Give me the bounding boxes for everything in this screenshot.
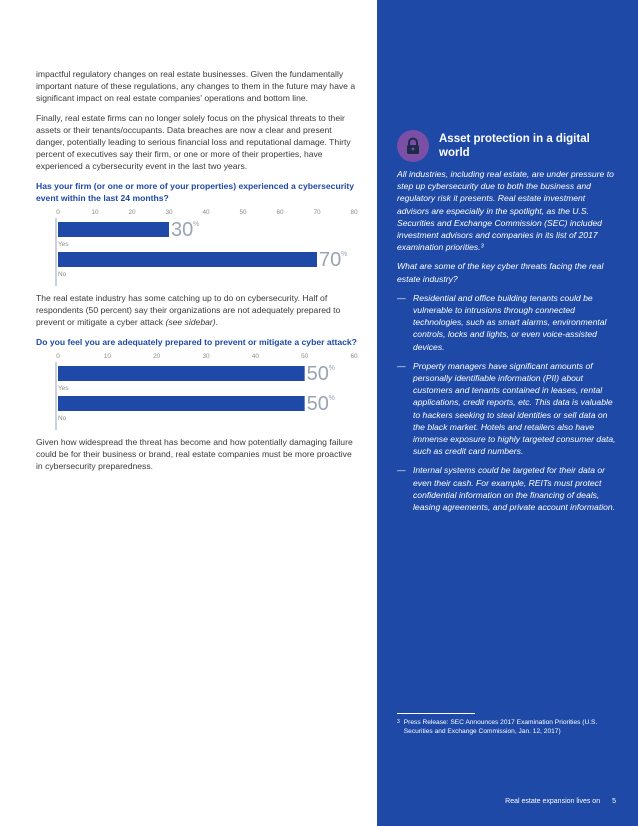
tick-label: 0 <box>56 352 60 360</box>
category-label: Yes <box>58 384 69 392</box>
footnote-number: 3 <box>397 719 400 725</box>
tick-label: 80 <box>350 209 358 217</box>
list-item-text: Property managers have significant amounts of personally identifiable information (PII) about customers and tenants contained in leases, rental applications, credit reports, etc. This data is valuable to hackers seeking to steal identities or sell data on the black market. Hotels and retailers also have immense exposure to highly targeted consumer data, such as credit card numbers. <box>413 360 616 457</box>
body-text: The real estate industry has some catching up to do on cybersecurity. Half of respondents (50 percent) say their organizations are not adequately prepared to prevent or mitigate a cyber attack <box>36 293 341 328</box>
body-paragraph: Given how widespread the threat has become and how potentially damaging failure could be for their business or brand, real estate companies must be more proactive in cybersecurity preparedness. <box>36 436 353 472</box>
percent-sign: % <box>341 251 348 259</box>
sidebar-reference: (see sidebar) <box>165 317 216 328</box>
bar <box>58 396 305 411</box>
sidebar <box>377 0 638 826</box>
page-number: 5 <box>612 798 616 805</box>
tick-label: 60 <box>350 352 358 360</box>
list-item <box>397 360 619 458</box>
threat-list <box>397 292 619 513</box>
list-item <box>397 464 619 513</box>
tick-label: 40 <box>202 209 210 217</box>
tick-label: 70 <box>313 209 321 217</box>
tick-label: 40 <box>251 352 259 360</box>
sidebar-title: Asset protection in a digital world <box>439 133 590 159</box>
tick-label: 60 <box>276 209 284 217</box>
bar <box>58 222 169 237</box>
tick-label: 50 <box>239 209 247 217</box>
body-paragraph: Finally, real estate firms can no longer solely focus on the physical threats to their assets or their tenants/occupants. Data breaches are now a clear and present danger, potentially leading to serious financial loss and reputational damage. Thirty percent of executives say their firm, or one or more of their properties, have experienced a cybersecurity event in the last two years. <box>36 112 351 172</box>
footnote-divider <box>397 713 475 714</box>
list-item-text: Residential and office building tenants could be vulnerable to intrusions through connected technologies, such as smart alarms, environmental controls, locks and lights, or even voice-assisted devices. <box>413 292 607 352</box>
bar-chart-preparedness <box>36 350 360 432</box>
dash-bullet: — <box>397 292 406 303</box>
sidebar-content <box>397 130 619 520</box>
value-label: 50 <box>306 392 329 415</box>
tick-label: 0 <box>56 209 60 217</box>
list-item-text: Internal systems could be targeted for their data or even their cash. For example, REITs must protect confidential information on the financing of deals, leasing agreements, and private account information. <box>413 465 616 513</box>
lock-icon <box>397 130 429 162</box>
survey-question: Do you feel you are adequately prepared to prevent or mitigate a cyber attack? <box>36 336 357 347</box>
category-label: No <box>58 414 67 422</box>
percent-sign: % <box>328 394 335 402</box>
body-paragraph: impactful regulatory changes on real estate businesses. Given the fundamentally important nature of these regulations, any changes to them in the future may have a significant impact on real estate companies' operations and bottom line. <box>36 69 356 104</box>
footer-title: Real estate expansion lives on <box>505 798 601 805</box>
body-paragraph <box>36 292 360 329</box>
category-label: No <box>58 271 67 279</box>
survey-question: Has your firm (or one or more of your properties) experienced a cybersecurity event within the last 24 months? <box>36 180 355 203</box>
tick-label: 30 <box>202 352 210 360</box>
sidebar-header <box>397 130 619 162</box>
bar <box>58 366 305 381</box>
tick-label: 10 <box>103 352 111 360</box>
percent-sign: % <box>328 364 335 372</box>
list-item <box>397 292 619 353</box>
category-label: Yes <box>58 241 69 249</box>
tick-label: 10 <box>91 209 99 217</box>
percent-sign: % <box>193 221 200 229</box>
bar-chart-cyber-event <box>36 206 360 288</box>
footnote <box>397 718 607 736</box>
bar <box>58 252 317 267</box>
page-footer <box>505 798 616 805</box>
sidebar-intro: All industries, including real estate, are under pressure to step up cybersecurity due to both the business and regulatory risk it presents. Real estate investment advisors are especially in the spotlight, as the U.S. Securities and Exchange Commission (SEC) included investment advisors and companies in its list of 2017 examination priorities.³ <box>397 169 614 253</box>
tick-label: 20 <box>128 209 136 217</box>
value-label: 30 <box>171 219 194 242</box>
dash-bullet: — <box>397 360 406 371</box>
value-label: 50 <box>306 362 329 385</box>
footnote-text: Press Release: SEC Announces 2017 Examination Priorities (U.S. Securities and Exchange Commission, Jan. 12, 2017) <box>403 719 598 735</box>
tick-label: 30 <box>165 209 173 217</box>
sidebar-question: What are some of the key cyber threats facing the real estate industry? <box>397 261 604 284</box>
main-column <box>36 68 360 479</box>
dash-bullet: — <box>397 465 406 476</box>
tick-label: 50 <box>301 352 309 360</box>
body-text: . <box>215 317 218 328</box>
tick-label: 20 <box>153 352 161 360</box>
value-label: 70 <box>319 249 342 272</box>
